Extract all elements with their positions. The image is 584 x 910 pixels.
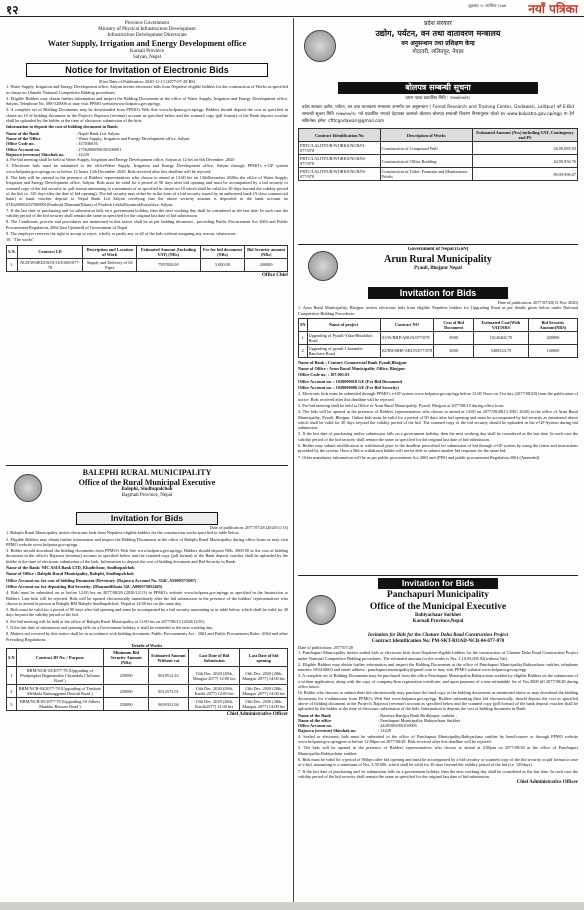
para: 3. Bidder should download the bidding documents from PPMO's Web Site www.bolpatra.gov.np/egp. Bidders should deposit NRs. 3000.00 as the cost of bidding document in the office's Rajaswa (revenue) account as specified below and the scanned copy (pdf format) of the Bank deposit voucher shall be uploaded by the bidder at the time of electronic submission of the bids. Information to deposit the cost of bidding document and Bid Security in Bank:	[6, 548, 288, 564]
office-location: Karnali Province	[129, 49, 165, 54]
location: Babiyachaur Surkhet	[415, 613, 461, 618]
signature: Office Chief	[262, 272, 288, 278]
page-header	[0, 0, 584, 17]
bank-line: Name of Office : Arun Rural Municipality Office, Bhojpur	[298, 366, 406, 372]
table-row: FRTC/LALITPUR/WORKS/NCB/02-077/078 Construction of Office Building 44,99,956.76	[300, 156, 576, 167]
publication-date: Date of publication: 2077/07/28 (2020/11/13)	[209, 525, 288, 530]
works-table: Contract Identification No Description of Works Estimated Amount (Nrs) including VAT, Contingency and PS FRTC/LALITPUR/WORKS/NCB/01-077/078 Construction of Compound Wall 26,00,085.03 FRTC/LALITPUR/WORKS/NCB/02-077/078 Construction of Office Building 44,99,956.76 FRTC/LALITPUR/WORKS/NCB/03-077/078 Construction of Toilet, Fountain and Maintenance Works 89,99,996.07	[300, 130, 576, 180]
table-row: 2 BRM/NCB-04/2077-78 (Upgrading of Tinsbote Meldada Katmaggaina Deurali Road ) 250000 8512573.91 13th Dec. 2020 (28th, Kartik 2077) 12:00 hrs 13th Dec. 2020 (28th, Mangsir 2077) 14:00 hrs	[7, 685, 288, 698]
para: 5. Bids must be valid for a period of 90 days after bid opening and must be accompanied by a bid security amounting as in table below, which shall be valid for 30 days beyond the validity period of the bid.	[6, 607, 288, 618]
para: 4. Pre-bid meeting shall be held at Water Supply, Irrigation and Energy Development office, Salyan at 12 hrs on 6th December ,2020	[6, 157, 235, 163]
table-row: 1 Upgrading of Pyauli-Yaku-Bhurlabot Road 01/W/BHP/ARUN/077/078 3000 10140402.70 200000	[299, 331, 578, 344]
notice-body: प्रदेश सरकार उद्योग, पर्यटन, वन तथा वातावरण मन्त्रालय अन्तर्गत वन अनुसन्धान ( Forest Research and Training Center, Godawari, Lalitpur) को E-Bid सम्बन्धी सूचना मिति २०७७/०७/२८ गते प्रकाशित भएको देहायका कामको बोलपत्र बोलपत्र सम्बन्धी विवरण निम्नानुसार रहेको छ। www.bolpatra.gov.np/egp मा हेर्न सकिनेछ। इमेल: cfttcgodawari@gmail.com	[302, 105, 574, 125]
bank-line: Office Account no. for depositing Bid Security: (DharautiKhata 34C.A000375052405)	[6, 583, 163, 589]
contract-id: Contract Identification No: PM-SKT-ROAD-NCB-04-077-078	[371, 639, 505, 644]
para: 1. Balephi Rural Municipality invites electronic bids from Nepalese eligible bidders for the construction works specified in table below.	[6, 530, 240, 536]
location: Bagmati Province, Nepal	[121, 493, 173, 498]
works-table: SN Name of project Contract NO Cost of Bid Document Estimated Cost(With VAT)NRS Bid Security Amount(NRS) 1 Upgrading of Pyauli-Yaku-Bhurlabot Road 01/W/BHP/ARUN/077/078 3000 10140402.70 200000 2 Upgrading of pyauli-Charambi-Banchare Road 02/RW/BHP/ARUN/077/078 3000 5408324.79 140000	[298, 318, 578, 358]
para: 9. The employer reserves the right to accept or reject, wholly or partly any or all of the bids without assigning any reason, whatsoever.	[6, 231, 237, 237]
para: 2. Eligible Bidders may obtain further information and inspect the Bidding Documents at the office of Panchapuri Municipality,Babiyachaur surkhet, telephone number: 083410603 and email address : panchapuri.municipality@gmail.com or may visit PPMO website www.bolpatra.gov.np/egp.	[298, 661, 578, 673]
para: Or Bidder who chooses to submit their bid electronically may purchase the hard copy of the bidding documents as mentioned above or may download the bidding documents for e-submission from PPMO's Web Site www.bolpatra.gov.np/egp. Bidders submitting their bid electronically, should deposit the cost as specified above of bidding document in the Project's Rajaswa (revenue) account as specified below and the scanned copy (pdf format) of the bank deposit voucher shall be uploaded by the bidder at the time of electronic submission of the bids. Information to deposit the cost of bidding document in Bank:	[298, 690, 578, 712]
emblem-logo	[308, 251, 338, 281]
office-name: Office of the Rural Municipal Executive	[78, 477, 216, 487]
office-location: Salyan, Nepal	[132, 55, 162, 60]
balephi-notice	[6, 468, 288, 900]
org-line: Ministry of Physical Infrastructure Development	[98, 27, 196, 32]
bank-line: Office Account no. : 1020000006 GE (For Bid Security)	[298, 385, 399, 391]
page-number: १२	[6, 3, 19, 17]
para: 6. Pre-bid meeting will be held at the office of Balephi Rural Municipality at 11:00 hrs on 2077/08/15 (2020/12/01)	[6, 618, 205, 624]
para: 3. A complete set of Bidding Documents may be purchased from the office Panchapuri Municipality,Babiyachaur surkhet by eligible Bidders on the submission of a written application, along with the copy of company/firm registration certificate, and upon payment of a non-refundable fee of Nrs.3000 till 2077/08/28 during office hours.	[298, 673, 578, 690]
bank-info: Name of the Bank : Rastriya Banijya Bank Birdhyapur ,surkhet , Name of the office : Panchapuri Municipality Babiyachaur Surkhet Office Account no. : 44201003001010005 Rajaswa (revenue) Shirshak no. : 14229	[298, 712, 461, 734]
org-line: Province Government	[124, 21, 170, 26]
divider	[298, 575, 578, 576]
para: 5. If the last date of purchasing and/or submission falls on a government holiday, then the next working day shall be considered as the last date. In such case the validity period of the bid security shall remain the same as specified for the original last date of bid submission.	[298, 431, 578, 442]
bank-line: Name of Office : Balephi Rural Municipality, Balephi, Sindhupalchok	[6, 571, 134, 577]
publication-date: Date of publication: 2077/07/28	[298, 645, 354, 650]
para: 8. Matters not covered by this notice shall be in accordance with bidding document, Public Procurements Act - 2063 and Public Procurement Rules -2064 and other Prevailing Regulations.	[6, 631, 288, 642]
table-row: FRTC/LALITPUR/WORKS/NCB/03-077/078 Construction of Toilet, Fountain and Maintenance Works 89,99,996.07	[300, 169, 576, 180]
bank-info: Name of the Bank : Nepal Bank Ltd. Salyan Name of the Office : Water Supply, Irrigation and Energy Development office, Salyan Office Code no. : 337036016 Office Account no. : 27502000000100100001 Rajaswa (revenue) Shirshak no. : 14229	[6, 130, 190, 157]
masthead-date: शुक्रबार २८ कात्तिक २०७७	[467, 3, 506, 8]
bank-line: Office Account no. for cost of bidding Document (Revenue): (Rajaswa Account No. 354C.A500037\5007)	[6, 577, 197, 583]
publication-date: (First Date of Publication: 2020-11-13 (2077-07-28 BS)	[98, 79, 196, 84]
invitation-band: Invitation for Bids	[368, 287, 508, 299]
para: 6. The bids will be opened in the presence of Bidders' representatives who choose to attend at 13:00 hrs on 13thDecember 2020in the office of Water Supply, Irrigation and Energy Development office, Salyan. Bids must be valid for a period of 90 days after bid opening and must be accompanied by a bid security or scanned copy of the bid security in .pdf format amounting to a minimum of as specified in clause no.10 which shall be valid for 30 days beyond the validity period of the bid i.e. 120 days after the date of bid opening). The bid security may either be in the form of a bid security issued by an authorized bank (A class commercial bank) or bank voucher deposit to Nepal Bank Ltd Salyan certifying that the above security amount is deposited in the bank account no 0740200002037000001(Pradesh) Dharauti(Khata) of Pradesh LekhaNiyantrakKaryalaya, Salyan.	[6, 175, 288, 207]
divider	[298, 244, 578, 245]
para: 4. The bids will be opened in the presence of Bidders' representatives who choose to attend at 14:00 on 2077/08/28(13 DEC 2020) at the office of Arun Rural Municipality, Pyauli, Bhojpur. Online bids must be valid for a period of 90 days after bid opening and must be accompanied by bid security as mentioned above which shall be valid for 30 days beyond the validity period of the bid. The scanned copy of the bid security should be uploaded in the e-GP System during bid submission.	[298, 409, 578, 431]
para: 8. The Conditions, process and procedures not mentioned in this notice shall be as per bidding document , prevailing Public Procurement Act 2063 and Public Procurement Regulation, 2064 (last Updated) of Government of Nepal	[6, 219, 288, 230]
para: 4. Sealed or electronic bids must be submitted to the office of Panchapuri Municipality,Babiyachaur surkhet by hand/courier or through PPMO website www.bolpatra.gov.np/egpon or before 12:00pm on 2077/08/28. Bids received after this deadline will be rejected.	[298, 733, 578, 745]
municipality-name: Panchapuri Municipality	[386, 590, 490, 600]
works-table: S.N Contract ID No. / Purpose Minimum Bid Security Amount (NRs) Estimated Amount Without vat Last Date of Bid Submission Last Date of bid opening 1 BRM/NCB-03/2077-78 (Upgrading of Phulpingkot Bagmandala Chyandala Chiluane Road ) 250000 8619512.42 13th Dec. 2020 (28th, Mangsir 2077) 12:00 hrs 13th Dec. 2020 (28th, Mangsir 2077) 14:00 hrs 2 BRM/NCB-04/2077-78 (Upgrading of Tinsbote Meldada Katmaggaina Deurali Road ) 250000 8512573.91 13th Dec. 2020 (28th, Kartik 2077) 12:00 hrs 13th Dec. 2020 (28th, Mangsir 2077) 14:00 hrs 3 BRM/NCB-05/2077-78 (Upgrading Of Adheri Mankhu Bisouse Road ) 250000 8659331.94 13th Dec. 2020 (28th, Kartik2077) 12:00 hrs 13th Dec. 2020 (28th, Mangsir 2077) 14:00 hrs	[6, 648, 288, 711]
org-line: Infrastructure Development Directorate	[107, 33, 187, 38]
emblem-logo	[304, 30, 336, 62]
bank-intro: Information to deposit the cost of bidding document in Bank:	[6, 124, 119, 130]
table-row: 3 BRM/NCB-05/2077-78 (Upgrading Of Adheri Mankhu Bisouse Road ) 250000 8659331.94 13th Dec. 2020 (28th, Kartik2077) 12:00 hrs 13th Dec. 2020 (28th, Mangsir 2077) 14:00 hrs	[7, 698, 288, 711]
municipality-name: Arun Rural Municipality	[384, 254, 492, 265]
para: 7. If the last date of purchasing and /or submission falls on a government holiday, then the next working day shall be considered as the last date. In such case the validity period of the bid security shall remain the same as specified for the original last date of bid submission.	[298, 768, 578, 779]
para: 1. Arun Rural Municipality, Bhojpur invites electronic bids from eligible Nepalese bidders for Upgrading Road as per details given below under National Competitive Bidding Procedures.	[298, 305, 578, 316]
bank-line: Name of Bank : Century Commercial Bank Pyauli,Bhojpur	[298, 359, 408, 365]
salyan-notice	[6, 20, 288, 464]
para: 2. Eligible Bidders may obtain further information and inspect the Bidding Documents at the office of Balephi Rural Municipality during office hours or may visit PPMO website www.bolpatra.gov.np/egp.	[6, 536, 288, 547]
office-name: Water Supply, Irrigation and Energy Development office	[47, 39, 247, 48]
emblem-logo	[14, 474, 42, 502]
signature: Chief Administrative Officer	[516, 780, 578, 786]
para: 4. Bids must be submitted on or before 12:00 hrs on 2077/08/28 (2020/12/13) in PPMO's website www.bolpatra.gov.np/egp as specified in the Instruction to Bidders. Late bids will be rejected. Bids will be opened electronically immediately after the bid submission in the presence of the bidders' representatives who choose to attend in person at Balephi RM Balephi Sindhupalchok, Nepal at 14:00 hrs on the same day.	[6, 590, 288, 606]
location: Balephi, Sindhupalchok	[121, 487, 173, 492]
details-title: Details of Works	[131, 642, 163, 648]
table-row: 1 BRM/NCB-03/2077-78 (Upgrading of Phulpingkot Bagmandala Chyandala Chiluane Road ) 250000 8619512.42 13th Dec. 2020 (28th, Mangsir 2077) 12:00 hrs 13th Dec. 2020 (28th, Mangsir 2077) 14:00 hrs	[7, 667, 288, 685]
government: Government of Nepal (GoN)	[407, 247, 469, 252]
project-title: Invitation for Bids for the Chature Daha Road Construction Project	[367, 633, 509, 638]
location: Karnali Province,Nepal	[412, 619, 464, 624]
masthead: नयाँ पत्रिका	[528, 2, 578, 16]
notice-band: बोलपत्र सम्बन्धी सूचना	[338, 82, 538, 94]
para: 10. "The works"	[6, 237, 35, 243]
office-name: Office of the Municipal Executive	[369, 602, 507, 612]
para: 7. If the last date of purchasing and /or submission falls on a government holiday, then the next working day shall be considered as the last date. In such case the validity period of the bid security shall remain the same as specified for the original last date of bid submission.	[6, 207, 288, 219]
para: 3. Pre-bid meeting shall be held at Office of Arun Rural Municipality, Pyauli, Bhojpur at 2077/08/15 during office hour.	[298, 402, 505, 408]
municipality-name: BALEPHI RURAL MUNICIPALITY	[82, 468, 212, 477]
emblem-logo	[306, 595, 336, 625]
notice-title: Notice for Invitation of Electronic Bids	[26, 63, 268, 77]
invitation-band: Invitation for Bids	[76, 512, 218, 525]
arun-notice	[298, 247, 578, 573]
location: गोदावरी, ललितपुर, नेपाल	[412, 49, 464, 55]
publication-date: प्रथम पटक प्रकाशित मिति : २०७७/०७/२८	[405, 96, 471, 101]
para: 5. Electronic bids must be submitted to the officeWater Supply, Irrigation and Energy Development office, Salyan through PPMO's e-GP system www.bolpatra.gov.np/egp on or before 12 hours 13th December 2020. Bids received after this deadline will be rejected.	[6, 163, 288, 174]
org-line: प्रदेश सरकार	[424, 20, 452, 27]
para: 6. Bidder may submit modification or withdrawal prior to the deadline prescribed for submission of bid through e-GP system by using the forms and instructions provided by the system. Once a Bid is withdrawn bidder will not be able to submit another bid response for the same bid.	[298, 443, 578, 454]
center-name: वन अनुसन्धान तथा प्रशिक्षण केन्द्र	[401, 40, 475, 47]
para: 2. Electronic bids must be submitted through PPMO's e-GP system www.bolpatra.gov.np/egp before 12:00 Noon on 31st day (2077/08/28) from the publication of notice. Bids received after this deadline will be rejected.	[298, 391, 578, 402]
table-row: FRTC/LALITPUR/WORKS/NCB/01-077/078 Construction of Compound Wall 26,00,085.03	[300, 143, 576, 154]
para: 5. The bids will be opened in the presence of Bidders' representatives who choose to attend at 2:00pm on 2077/08/28 at the office of Panchapuri Municipality,Babiyachaur surkhet.	[298, 745, 578, 756]
column-divider	[293, 18, 294, 902]
table-row: 1. NCB/WSIEDOS/01/GOODS/077-78 Supply and Delivery of GI Pipes 7957820.00 5,000.00 200000	[7, 258, 288, 271]
para: 1. Water Supply, Irrigation and Energy Development office, Salyan invites electronic bids from Nepalese eligible bidders for the construction of Works as specified in clause no.10under National Competitive Bidding procedures.	[6, 84, 288, 95]
ministry-name: उद्योग, पर्यटन, वन तथा वातावरण मन्त्रालय	[375, 29, 501, 38]
page-footer-strip	[0, 902, 584, 910]
para: 2. Eligible Bidders may obtain further information and inspect the Bidding Documents at the office of Water Supply, Irrigation and Energy Development office, Salyan, Telephone No. 088-520006 or may visit PPMO websitewww.bolpatra.gov.np/egp.	[6, 95, 288, 107]
works-table: S.N. Contract I.D Description and Location of Work Estimated Amount (Including VAT) (NRs) Fee for bid document (NRs) Bid Security amount (NRs) 1. NCB/WSIEDOS/01/GOODS/077-78 Supply and Delivery of GI Pipes 7957820.00 5,000.00 200000	[6, 245, 288, 272]
publication-date: Date of publication: 2077/07/28(13 Nov 2020)	[497, 300, 578, 305]
signature: Chief Administrative Officer	[226, 712, 288, 718]
location: Pyauli, Bhojpur Nepal	[414, 266, 462, 271]
bank-line: Office Account no. : 1020000018 GE (For Bid Document)	[298, 378, 403, 384]
divider	[6, 465, 288, 466]
invitation-band: Invitation for Bids	[378, 578, 498, 589]
panchapuri-notice	[298, 578, 578, 900]
frtc-notice	[298, 20, 578, 238]
bank-line: Office Code no. : 107.001.03	[298, 372, 350, 378]
table-row: 2 Upgrading of pyauli-Charambi-Banchare Road 02/RW/BHP/ARUN/077/078 3000 5408324.79 140000	[299, 344, 578, 357]
para: 7. If the last date of submission and opening falls on a Government holiday, it shall be extended to the next working day.	[6, 625, 214, 631]
para: 6. Bids must be valid for a period of 90days after bid opening and must be accompanied by a bid security or scanned copy of the bid security in pdf format in case of e-bid, amounting to a minimum of Nrs. 3,50,000, which shall be valid for 30 days beyond the validity period of the bid (i.e. 120days).	[298, 756, 578, 768]
para: 7. Other mandatory information will be as per public procurement Act 2063 and (PPA) and public procurement Regulation 2064 (Amended)	[298, 454, 540, 460]
para: 3. A complete set of Bidding Documents may be downloaded from PPMO's Web Site www.bolpatra.gov.np/egp. Bidders should deposit the cost as specified in clause no.10 of bidding document in the Project's Rajaswa (revenue) account as specified below and the scanned copy (pdf format) of the Bank deposit voucher shall be uploaded by the bidder at the time of electronic submission of the bids.	[6, 107, 288, 124]
bank-line: Name of the Bank: NIC ASIA Bank LTD, Khadichour, Sindhupalchok	[6, 565, 135, 571]
para: 1. Panchapuri Municipality invites sealed bids or electronic bids from Nepalese eligible bidders for the construction of Chature Daha Road Construction Project under National Competitive Bidding procedures. The estimated amount for the works is Nrs. 1,10,93,005.92(without Vat).	[298, 650, 578, 661]
